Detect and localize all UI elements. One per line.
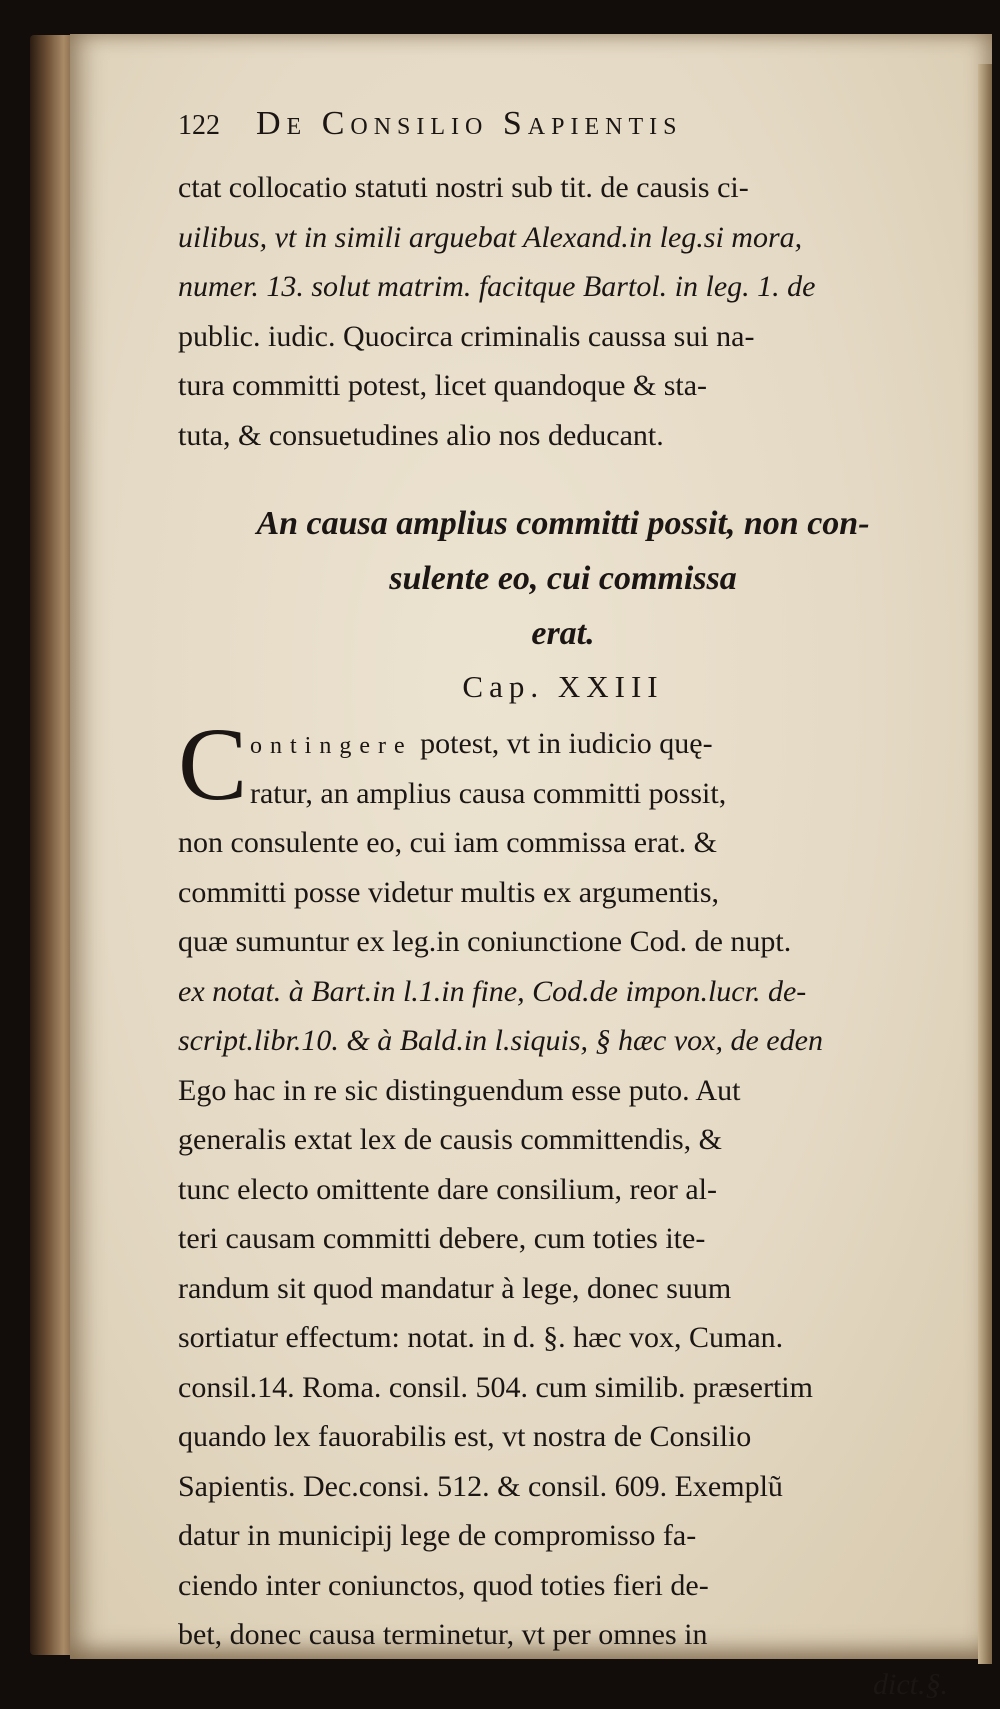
chapter-number: Cap. XXIII — [178, 661, 948, 713]
first-line-text: potest, vt in iudicio quę- — [413, 727, 713, 760]
text-line: uilibus, vt in simili arguebat Alexand.in leg.si mora, — [178, 213, 948, 263]
text-line: bet, donec causa terminetur, vt per omnes in — [178, 1610, 948, 1660]
heading-line: An causa amplius committi possit, non con- — [178, 496, 948, 551]
text-line: quæ sumuntur ex leg.in coniunctione Cod. de nupt. — [178, 917, 948, 967]
page-number: 122 — [178, 110, 220, 142]
heading-line: erat. — [178, 606, 948, 661]
text-line: Sapientis. Dec.consi. 512. & consil. 609. Exemplũ — [178, 1462, 948, 1512]
text-line: tura committi potest, licet quandoque & sta- — [178, 361, 948, 411]
text-line: Ego hac in re sic distinguendum esse puto. Aut — [178, 1066, 948, 1116]
text-line: numer. 13. solut matrim. facitque Bartol. in leg. 1. de — [178, 262, 948, 312]
drop-cap: C — [178, 721, 247, 809]
text-line: randum sit quod mandatur à lege, donec suum — [178, 1264, 948, 1314]
running-header — [178, 105, 948, 163]
text-line: ciendo inter coniunctos, quod toties fieri de- — [178, 1561, 948, 1611]
chapter-heading — [178, 496, 948, 661]
text-line: script.libr.10. & à Bald.in l.siquis, § hæc vox, de eden — [178, 1016, 948, 1066]
text-line: datur in municipij lege de compromisso fa- — [178, 1511, 948, 1561]
text-line: non consulente eo, cui iam commissa erat. & — [178, 818, 948, 868]
body-top — [178, 163, 948, 460]
text-line: ratur, an amplius causa committi possit, — [178, 769, 948, 819]
heading-line: sulente eo, cui commissa — [178, 551, 948, 606]
page-right-edge — [978, 64, 992, 1664]
text-line: teri causam committi debere, cum toties ite- — [178, 1214, 948, 1264]
text-line: ex notat. à Bart.in l.1.in fine, Cod.de impon.lucr. de- — [178, 967, 948, 1017]
text-line: ctat collocatio statuti nostri sub tit. de causis ci- — [178, 163, 948, 213]
text-line: sortiatur effectum: notat. in d. §. hæc vox, Cuman. — [178, 1313, 948, 1363]
first-line — [178, 719, 948, 769]
text-line: generalis extat lex de causis committendis, & — [178, 1115, 948, 1165]
running-title: De Consilio Sapientis — [256, 105, 682, 143]
text-line: public. iudic. Quocirca criminalis caussa sui na- — [178, 312, 948, 362]
book-edge — [30, 35, 72, 1655]
text-line: committi posse videtur multis ex argumentis, — [178, 868, 948, 918]
opening-word: ontingere — [250, 733, 413, 759]
text-line: tuta, & consuetudines alio nos deducant. — [178, 411, 948, 461]
text-line: consil.14. Roma. consil. 504. cum similib. præsertim — [178, 1363, 948, 1413]
catchword: dict.§. — [178, 1660, 948, 1709]
page-text — [178, 105, 948, 1709]
chapter-body — [178, 719, 948, 1709]
text-line: tunc electo omittente dare consilium, reor al- — [178, 1165, 948, 1215]
text-line: quando lex fauorabilis est, vt nostra de Consilio — [178, 1412, 948, 1462]
